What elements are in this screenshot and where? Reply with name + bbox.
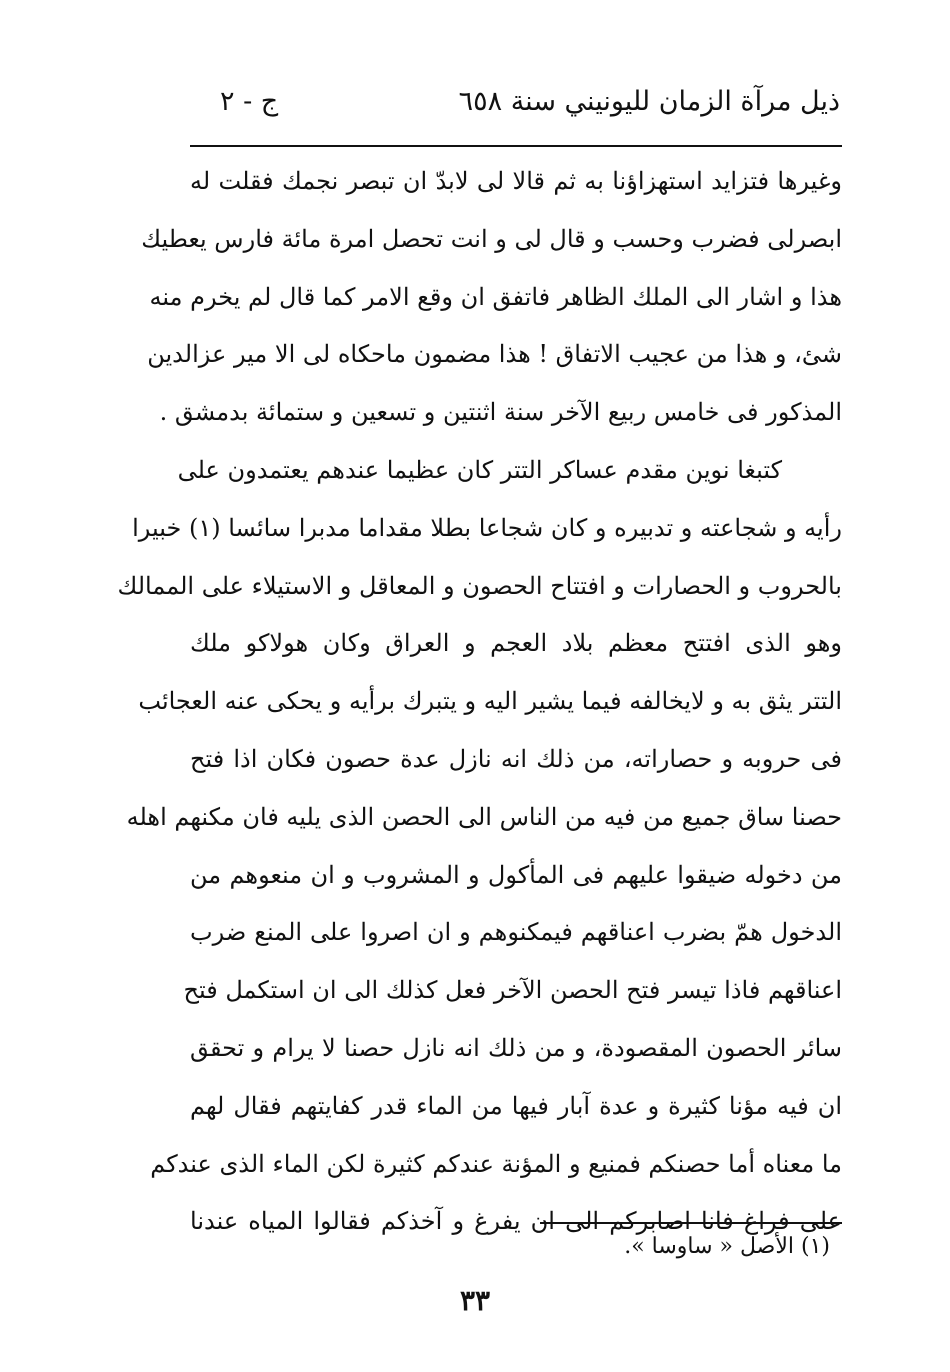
text-line: اعناقهم فاذا تيسر فتح الحصن الآخر فعل كذلك الى ان استكمل فتح	[183, 976, 842, 1005]
text-line: ابصرلى فضرب وحسب و قال لى و انت تحصل امرة مائة فارس يعطيك	[141, 224, 842, 253]
footnote-rule	[540, 1222, 842, 1224]
text-line: التتر يثق به و لايخالفه فيما يشير اليه و يتبرك برأيه و يحكى عنه العجائب	[138, 687, 842, 716]
text-line: شئ، و هذا من عجيب الاتفاق ! هذا مضمون ماحكاه لى الا مير عزالدين	[147, 340, 842, 369]
text-line: ما معناه أما حصنكم فمنيع و المؤنة عندكم كثيرة لكن الماء الذى عندكم	[150, 1149, 842, 1178]
text-line: على فراغ فانا اصابركم الى ان يفرغ و آخذكم فقالوا المياه عندنا	[190, 1207, 842, 1236]
text-line: من دخوله ضيقوا عليهم فى المأكول و المشروب و ان منعوهم من	[190, 860, 842, 889]
body-text	[117, 153, 842, 1251]
text-line: هذا و اشار الى الملك الظاهر فاتفق ان وقع الامر كما قال لم يخرم منه	[149, 282, 842, 311]
part-number: ج - ٢	[220, 86, 279, 117]
footnote: (١) الأصل « ساوسا ».	[624, 1234, 830, 1259]
text-line: وهو الذى افتتح معظم بلاد العجم و العراق وكان هولاكو ملك	[190, 629, 842, 658]
text-line: كتبغا نوين مقدم عساكر التتر كان عظيما عندهم يعتمدون على	[177, 455, 782, 484]
text-line: بالحروب و الحصارات و افتتاح الحصون و المعاقل و الاستيلاء على الممالك	[117, 571, 842, 600]
header-rule	[190, 145, 842, 147]
text-line: الدخول همّ بضرب اعناقهم فيمكنوهم و ان اصروا على المنع ضرب	[190, 918, 842, 947]
text-line: حصنا ساق جميع من فيه من الناس الى الحصن الذى يليه فان مكنهم اهله	[126, 802, 842, 831]
text-line: رأيه و شجاعته و تدبيره و كان شجاعا بطلا مقداما مدبرا سائسا (١) خبيرا	[132, 513, 842, 542]
text-line: فى حروبه و حصاراته، من ذلك انه نازل عدة حصون فكان اذا فتح	[190, 744, 842, 773]
text-line: وغيرها فتزايد استهزاؤنا به ثم قالا لى لابدّ ان تبصر نجمك فقلت له	[190, 167, 842, 195]
text-line: المذكور فى خامس ربيع الآخر سنة اثنتين و تسعين و ستمائة بدمشق .	[159, 398, 842, 427]
running-title: ذيل مرآة الزمان لليونيني سنة ٦٥٨	[458, 86, 840, 117]
running-header	[190, 80, 840, 130]
text-line: ان فيه مؤنا كثيرة و عدة آبار فيها من الماء قدر كفايتهم فقال لهم	[190, 1091, 842, 1120]
page-number: ٣٣	[459, 1284, 491, 1317]
text-line: سائر الحصون المقصودة، و من ذلك انه نازل حصنا لا يرام و تحقق	[190, 1033, 842, 1062]
